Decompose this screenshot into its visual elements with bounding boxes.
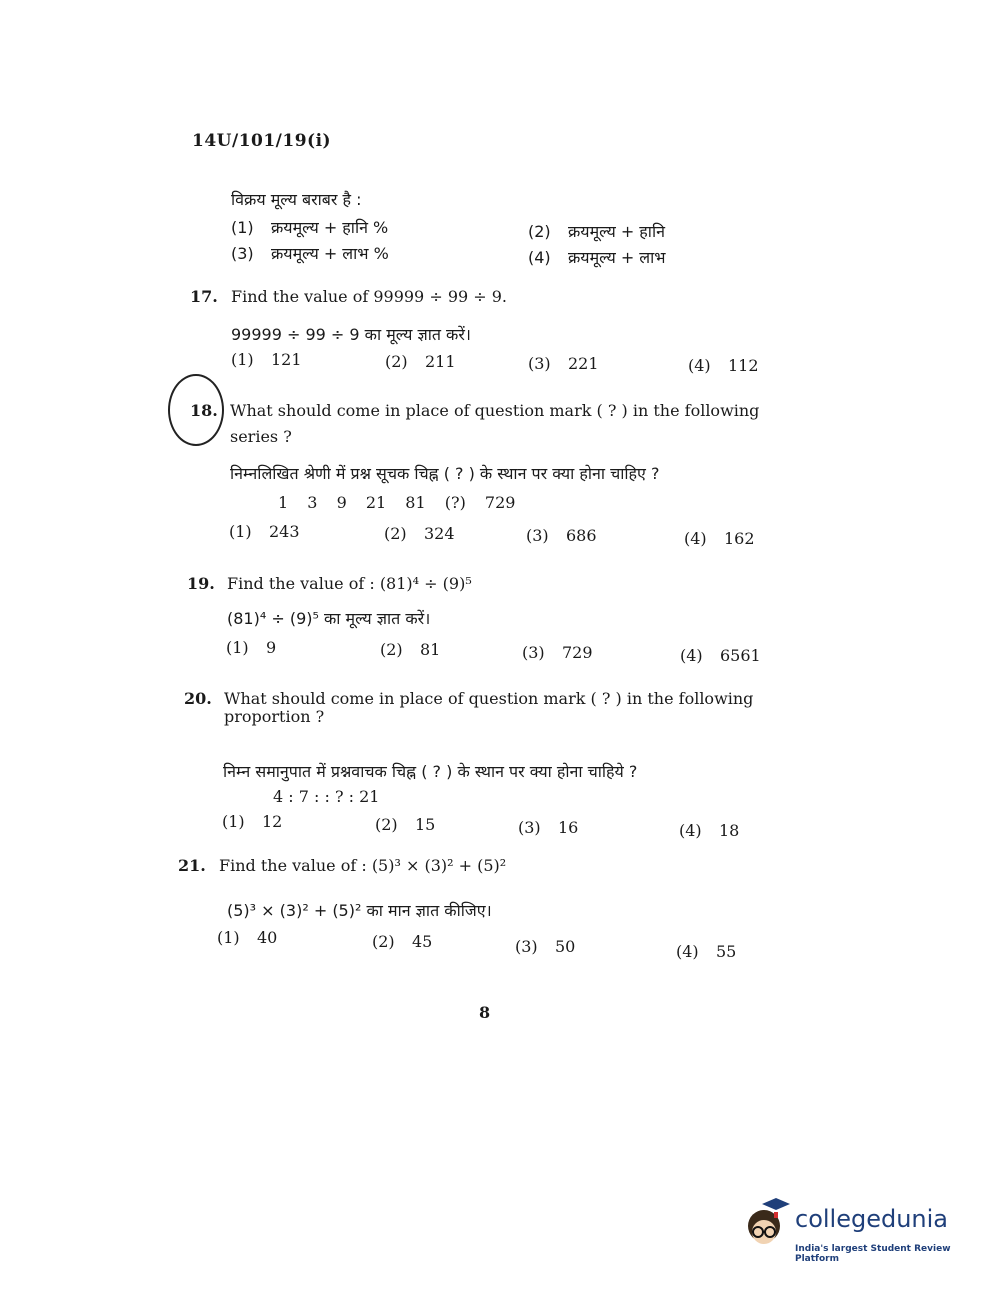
option-number: (3): [231, 244, 254, 263]
option-number: (3): [528, 354, 551, 373]
option-number: (4): [528, 248, 551, 267]
option-text: 45: [412, 932, 433, 951]
series-term: 3: [307, 493, 318, 512]
q19-hindi: (81)⁴ ÷ (9)⁵ का मूल्य ज्ञात करें।: [227, 609, 431, 628]
series-term: 1: [278, 493, 289, 512]
q20-number: 20.: [184, 689, 212, 708]
option-text: 243: [269, 522, 300, 541]
q18-option-3: [526, 526, 597, 545]
q21-option-2: [372, 932, 432, 951]
option-number: (2): [384, 524, 407, 543]
option-text: 211: [425, 352, 456, 371]
series-term: 729: [484, 493, 516, 512]
q18-option-1: [229, 522, 300, 541]
series-term: 9: [336, 493, 347, 512]
option-text: क्रयमूल्य + हानि: [568, 222, 665, 241]
option-text: 50: [555, 937, 576, 956]
option-text: 6561: [720, 646, 761, 665]
option-number: (2): [375, 815, 398, 834]
option-text: 221: [568, 354, 599, 373]
option-number: (2): [372, 932, 395, 951]
q17-option-2: [385, 352, 456, 371]
q17-number: 17.: [190, 287, 218, 306]
option-number: (3): [522, 643, 545, 662]
option-number: (3): [515, 937, 538, 956]
page-number: 8: [479, 1003, 491, 1022]
q19-option-3: [522, 643, 593, 662]
option-text: 686: [566, 526, 597, 545]
q16-option-1: [231, 216, 388, 238]
q20-english-line1: What should come in place of question mark ( ? ) in the following: [224, 689, 754, 708]
q17-option-1: [231, 350, 302, 369]
q19-option-1: [226, 638, 276, 657]
q20-option-2: [375, 815, 435, 834]
q18-english-line1: What should come in place of question mark ( ? ) in the following: [230, 401, 760, 420]
option-text: 40: [257, 928, 278, 947]
q18-option-2: [384, 524, 455, 543]
q20-option-1: [222, 812, 282, 831]
brand-tagline: India's largest Student Review Platform: [795, 1244, 951, 1264]
series-term: 21: [365, 493, 387, 512]
q19-option-4: [680, 646, 761, 665]
option-number: (1): [231, 218, 254, 237]
q21-option-3: [515, 937, 575, 956]
option-text: 324: [424, 524, 455, 543]
q19-number: 19.: [187, 574, 215, 593]
q21-option-4: [676, 942, 736, 961]
q18-option-4: [684, 529, 755, 548]
option-text: क्रयमूल्य + लाभ: [568, 248, 666, 267]
q21-option-1: [217, 928, 277, 947]
q18-number: 18.: [190, 401, 218, 420]
q16-option-2: [528, 220, 665, 242]
q20-option-3: [518, 818, 578, 837]
option-number: (4): [676, 942, 699, 961]
q18-series: [278, 493, 529, 512]
option-number: (1): [229, 522, 252, 541]
option-number: (3): [526, 526, 549, 545]
option-text: 729: [562, 643, 593, 662]
q17-english: Find the value of 99999 ÷ 99 ÷ 9.: [231, 287, 508, 306]
option-text: 12: [262, 812, 283, 831]
option-number: (2): [385, 352, 408, 371]
q16-option-3: [231, 242, 389, 264]
q20-option-4: [679, 821, 739, 840]
option-text: 81: [420, 640, 441, 659]
q16-option-4: [528, 246, 666, 268]
q17-hindi: 99999 ÷ 99 ÷ 9 का मूल्य ज्ञात करें।: [231, 325, 471, 344]
q17-option-3: [528, 354, 599, 373]
option-text: 112: [728, 356, 759, 375]
q19-option-2: [380, 640, 440, 659]
option-text: 55: [716, 942, 737, 961]
q20-proportion: 4 : 7 : : ? : 21: [273, 787, 380, 806]
option-number: (2): [528, 222, 551, 241]
series-term: (?): [444, 493, 466, 512]
option-text: 162: [724, 529, 755, 548]
q20-english-line2: proportion ?: [224, 707, 325, 726]
q21-number: 21.: [178, 856, 206, 875]
q21-hindi: (5)³ × (3)² + (5)² का मान ज्ञात कीजिए।: [227, 901, 492, 920]
option-text: 16: [558, 818, 579, 837]
option-number: (1): [226, 638, 249, 657]
brand-name: collegedunia: [795, 1205, 949, 1233]
series-term: 81: [405, 493, 426, 512]
q20-hindi: निम्न समानुपात में प्रश्नवाचक चिह्न ( ? ) के स्थान पर क्या होना चाहिये ?: [223, 762, 638, 781]
option-text: 9: [266, 638, 277, 657]
q21-english: Find the value of : (5)³ × (3)² + (5)²: [219, 856, 507, 875]
option-number: (1): [222, 812, 245, 831]
option-text: 15: [415, 815, 436, 834]
option-text: क्रयमूल्य + हानि %: [271, 218, 389, 237]
option-number: (1): [217, 928, 240, 947]
q17-option-4: [688, 356, 759, 375]
option-text: क्रयमूल्य + लाभ %: [271, 244, 389, 263]
q18-english-line2: series ?: [230, 427, 292, 446]
option-number: (3): [518, 818, 541, 837]
option-number: (1): [231, 350, 254, 369]
q19-english: Find the value of : (81)⁴ ÷ (9)⁵: [227, 574, 472, 593]
option-number: (4): [679, 821, 702, 840]
option-number: (4): [684, 529, 707, 548]
option-number: (4): [680, 646, 703, 665]
option-number: (4): [688, 356, 711, 375]
option-text: 121: [271, 350, 302, 369]
q16-hindi: विक्रय मूल्य बराबर है :: [231, 190, 362, 209]
paper-code: 14U/101/19(i): [192, 131, 332, 151]
option-text: 18: [719, 821, 740, 840]
option-number: (2): [380, 640, 403, 659]
q18-hindi: निम्नलिखित श्रेणी में प्रश्न सूचक चिह्न ( ? ) के स्थान पर क्या होना चाहिए ?: [230, 464, 660, 483]
